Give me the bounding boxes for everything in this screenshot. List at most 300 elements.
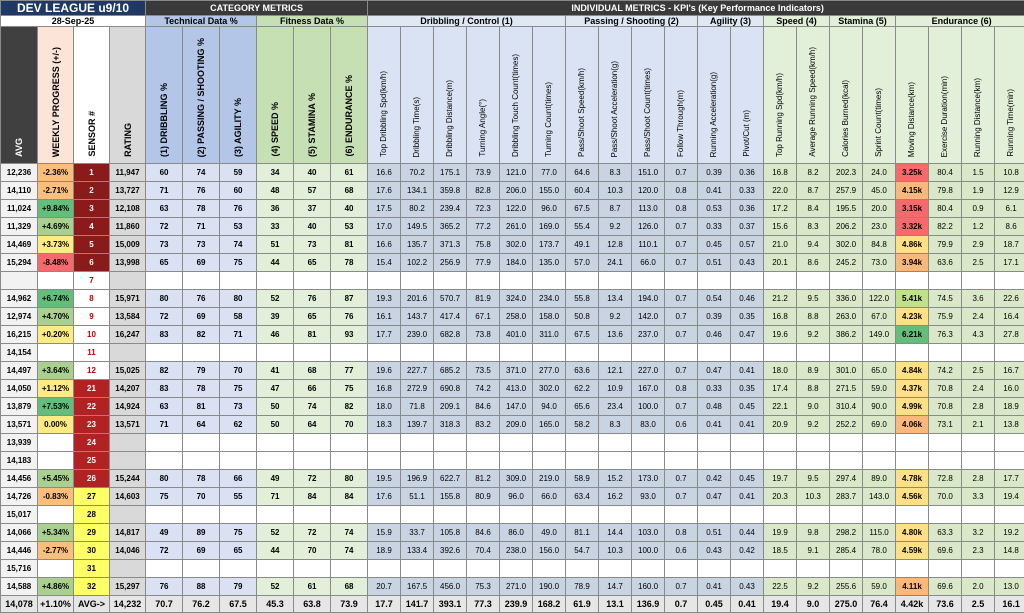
avg-cell[interactable]: 12,236 [1, 164, 38, 182]
sensor-badge[interactable]: 3 [74, 200, 110, 218]
avg-cell[interactable]: 14,066 [1, 524, 38, 542]
metric-cell[interactable]: 155.0 [533, 182, 566, 200]
metric-cell[interactable] [863, 506, 896, 524]
metric-cell[interactable]: 135.7 [401, 236, 434, 254]
metric-cell[interactable]: 2.4 [962, 380, 995, 398]
metric-cell[interactable] [533, 506, 566, 524]
metric-cell[interactable]: 8.6 [797, 254, 830, 272]
metric-cell[interactable]: 73 [183, 236, 220, 254]
metric-cell[interactable]: 3.32k [896, 218, 929, 236]
metric-cell[interactable] [665, 272, 698, 290]
metric-cell[interactable] [467, 452, 500, 470]
metric-cell[interactable]: 71.8 [401, 398, 434, 416]
metric-cell[interactable]: 0.57 [731, 236, 764, 254]
metric-cell[interactable]: 27.8 [995, 326, 1024, 344]
metric-cell[interactable] [830, 434, 863, 452]
avg-cell[interactable]: 14,588 [1, 578, 38, 596]
metric-cell[interactable]: 0.8 [665, 524, 698, 542]
metric-cell[interactable]: 16.7 [995, 362, 1024, 380]
metric-cell[interactable]: 73.1 [929, 416, 962, 434]
metric-cell[interactable]: 73 [294, 236, 331, 254]
metric-cell[interactable]: 73.5 [467, 362, 500, 380]
metric-cell[interactable]: 4.15k [896, 182, 929, 200]
metric-cell[interactable]: 310.4 [830, 398, 863, 416]
metric-cell[interactable]: 365.2 [434, 218, 467, 236]
metric-cell[interactable]: 9.2 [797, 578, 830, 596]
metric-cell[interactable] [929, 272, 962, 290]
metric-cell[interactable]: 51.1 [401, 488, 434, 506]
metric-cell[interactable] [368, 452, 401, 470]
metric-cell[interactable]: 18.0 [368, 398, 401, 416]
metric-cell[interactable] [929, 434, 962, 452]
metric-cell[interactable]: 6.1 [995, 200, 1024, 218]
metric-cell[interactable]: 80 [146, 290, 183, 308]
metric-cell[interactable]: 39 [257, 308, 294, 326]
metric-cell[interactable]: 71 [220, 326, 257, 344]
metric-cell[interactable] [995, 506, 1024, 524]
metric-cell[interactable]: 76 [331, 308, 368, 326]
metric-cell[interactable]: 9.1 [797, 542, 830, 560]
metric-cell[interactable] [995, 272, 1024, 290]
metric-cell[interactable]: 0.44 [731, 524, 764, 542]
metric-cell[interactable]: 65.0 [863, 362, 896, 380]
weekly-progress-cell[interactable] [38, 452, 74, 470]
weekly-progress-cell[interactable] [38, 344, 74, 362]
metric-cell[interactable]: 622.7 [434, 470, 467, 488]
sensor-badge[interactable]: 2 [74, 182, 110, 200]
avg-cell[interactable]: 13,571 [1, 416, 38, 434]
metric-cell[interactable]: 74.5 [929, 290, 962, 308]
metric-cell[interactable]: 17.5 [368, 200, 401, 218]
metric-cell[interactable]: 120.0 [632, 182, 665, 200]
metric-cell[interactable] [533, 434, 566, 452]
metric-cell[interactable]: 0.7 [665, 290, 698, 308]
metric-cell[interactable]: 15.2 [599, 470, 632, 488]
metric-cell[interactable]: 66 [220, 470, 257, 488]
metric-cell[interactable]: 201.6 [401, 290, 434, 308]
metric-cell[interactable]: 96.0 [500, 488, 533, 506]
metric-cell[interactable] [434, 452, 467, 470]
metric-cell[interactable]: 257.9 [830, 182, 863, 200]
metric-cell[interactable]: 0.7 [665, 164, 698, 182]
metric-cell[interactable] [220, 344, 257, 362]
metric-cell[interactable]: 64.6 [566, 164, 599, 182]
metric-cell[interactable]: 79 [220, 578, 257, 596]
metric-cell[interactable]: 14.4 [599, 524, 632, 542]
metric-cell[interactable]: 36 [257, 200, 294, 218]
metric-cell[interactable] [183, 506, 220, 524]
metric-cell[interactable]: 392.6 [434, 542, 467, 560]
metric-cell[interactable]: 0.7 [665, 362, 698, 380]
metric-cell[interactable]: 81 [294, 326, 331, 344]
metric-cell[interactable]: 8.8 [797, 380, 830, 398]
metric-cell[interactable]: 0.47 [698, 362, 731, 380]
metric-cell[interactable] [764, 272, 797, 290]
metric-cell[interactable]: 9.2 [599, 218, 632, 236]
metric-cell[interactable]: 15.4 [368, 254, 401, 272]
metric-cell[interactable] [599, 272, 632, 290]
metric-cell[interactable]: 4.23k [896, 308, 929, 326]
avg-cell[interactable]: 15,716 [1, 560, 38, 578]
metric-cell[interactable]: 82 [331, 398, 368, 416]
metric-cell[interactable]: 219.0 [533, 470, 566, 488]
weekly-progress-cell[interactable]: -2.71% [38, 182, 74, 200]
metric-cell[interactable]: 0.7 [665, 254, 698, 272]
metric-cell[interactable] [146, 344, 183, 362]
metric-cell[interactable]: 0.7 [665, 578, 698, 596]
metric-cell[interactable]: 0.47 [698, 488, 731, 506]
metric-cell[interactable]: 77.0 [533, 164, 566, 182]
metric-cell[interactable] [500, 452, 533, 470]
metric-cell[interactable]: 80 [220, 290, 257, 308]
metric-cell[interactable] [995, 452, 1024, 470]
metric-cell[interactable]: 81 [183, 398, 220, 416]
sensor-badge[interactable]: 25 [74, 452, 110, 470]
metric-cell[interactable]: 4.06k [896, 416, 929, 434]
sensor-badge[interactable]: 24 [74, 434, 110, 452]
metric-cell[interactable]: 0.7 [665, 236, 698, 254]
metric-cell[interactable] [632, 560, 665, 578]
weekly-progress-cell[interactable]: -0.83% [38, 488, 74, 506]
sensor-badge[interactable]: 7 [74, 272, 110, 290]
metric-cell[interactable]: 70.8 [929, 398, 962, 416]
metric-cell[interactable]: 93.0 [632, 488, 665, 506]
table-row[interactable] [1, 272, 1024, 290]
metric-cell[interactable]: 173.0 [632, 470, 665, 488]
metric-cell[interactable]: 63 [146, 398, 183, 416]
metric-cell[interactable]: 277.0 [533, 362, 566, 380]
weekly-progress-cell[interactable]: -2.36% [38, 164, 74, 182]
metric-cell[interactable]: 184.0 [500, 254, 533, 272]
weekly-progress-cell[interactable]: +6.74% [38, 290, 74, 308]
metric-cell[interactable]: 80 [146, 470, 183, 488]
metric-cell[interactable]: 8.6 [995, 218, 1024, 236]
metric-cell[interactable]: 79 [183, 362, 220, 380]
metric-cell[interactable] [257, 434, 294, 452]
metric-cell[interactable] [500, 560, 533, 578]
avg-cell[interactable] [1, 272, 38, 290]
sensor-badge[interactable]: 1 [74, 164, 110, 182]
metric-cell[interactable]: 17.6 [368, 488, 401, 506]
metric-cell[interactable]: 59.0 [863, 578, 896, 596]
metric-cell[interactable]: 0.8 [665, 380, 698, 398]
rating-cell[interactable]: 13,727 [110, 182, 146, 200]
metric-cell[interactable]: 135.0 [533, 254, 566, 272]
metric-cell[interactable] [257, 344, 294, 362]
metric-cell[interactable]: 87 [331, 290, 368, 308]
metric-cell[interactable]: 63.4 [566, 488, 599, 506]
sensor-badge[interactable]: 4 [74, 218, 110, 236]
metric-cell[interactable]: 65 [294, 308, 331, 326]
metric-cell[interactable] [896, 272, 929, 290]
metric-cell[interactable] [995, 344, 1024, 362]
metric-cell[interactable]: 78 [331, 254, 368, 272]
metric-cell[interactable] [368, 560, 401, 578]
metric-cell[interactable]: 84 [331, 488, 368, 506]
metric-cell[interactable] [929, 344, 962, 362]
metric-cell[interactable]: 23.4 [599, 398, 632, 416]
metric-cell[interactable]: 72 [146, 308, 183, 326]
metric-cell[interactable]: 190.0 [533, 578, 566, 596]
metric-cell[interactable] [257, 560, 294, 578]
metric-cell[interactable] [929, 506, 962, 524]
weekly-progress-cell[interactable]: +5.45% [38, 470, 74, 488]
metric-cell[interactable]: 67.5 [566, 326, 599, 344]
metric-cell[interactable]: 6.21k [896, 326, 929, 344]
metric-cell[interactable]: 2.8 [962, 398, 995, 416]
metric-cell[interactable]: 0.7 [665, 308, 698, 326]
metric-cell[interactable]: 9.5 [797, 290, 830, 308]
metric-cell[interactable]: 9.2 [797, 416, 830, 434]
metric-cell[interactable]: 12.1 [599, 362, 632, 380]
metric-cell[interactable] [764, 506, 797, 524]
metric-cell[interactable]: 16.6 [368, 164, 401, 182]
metric-cell[interactable] [294, 272, 331, 290]
metric-cell[interactable]: 570.7 [434, 290, 467, 308]
metric-cell[interactable]: 8.4 [797, 200, 830, 218]
table-row[interactable] [1, 236, 1024, 254]
metric-cell[interactable] [665, 506, 698, 524]
metric-cell[interactable] [830, 560, 863, 578]
metric-cell[interactable] [863, 344, 896, 362]
metric-cell[interactable]: 0.6 [665, 542, 698, 560]
metric-cell[interactable]: 78.0 [863, 542, 896, 560]
metric-cell[interactable]: 0.45 [731, 398, 764, 416]
weekly-progress-cell[interactable]: +1.12% [38, 380, 74, 398]
metric-cell[interactable]: 126.0 [632, 218, 665, 236]
metric-cell[interactable]: 256.9 [434, 254, 467, 272]
metric-cell[interactable]: 0.7 [665, 470, 698, 488]
metric-cell[interactable]: 49.0 [533, 524, 566, 542]
metric-cell[interactable]: 121.0 [500, 164, 533, 182]
avg-cell[interactable]: 12,974 [1, 308, 38, 326]
avg-cell[interactable]: 14,110 [1, 182, 38, 200]
avg-cell[interactable]: 14,183 [1, 452, 38, 470]
table-row[interactable] [1, 524, 1024, 542]
metric-cell[interactable]: 16.0 [995, 380, 1024, 398]
metric-cell[interactable]: 17.4 [764, 380, 797, 398]
metric-cell[interactable]: 74 [294, 398, 331, 416]
metric-cell[interactable]: 65 [294, 254, 331, 272]
metric-cell[interactable]: 0.39 [698, 308, 731, 326]
metric-cell[interactable]: 417.4 [434, 308, 467, 326]
sensor-badge[interactable]: 22 [74, 398, 110, 416]
metric-cell[interactable] [665, 560, 698, 578]
metric-cell[interactable]: 0.53 [698, 200, 731, 218]
metric-cell[interactable]: 4.3 [962, 326, 995, 344]
metric-cell[interactable]: 13.0 [995, 578, 1024, 596]
metric-cell[interactable]: 19.5 [368, 470, 401, 488]
metric-cell[interactable]: 81.2 [467, 470, 500, 488]
metric-cell[interactable]: 75.8 [467, 236, 500, 254]
metric-cell[interactable]: 0.46 [731, 290, 764, 308]
table-row[interactable] [1, 470, 1024, 488]
metric-cell[interactable]: 76 [183, 182, 220, 200]
metric-cell[interactable]: 49 [257, 470, 294, 488]
metric-cell[interactable]: 48 [257, 182, 294, 200]
metric-cell[interactable]: 271.5 [830, 380, 863, 398]
metric-cell[interactable]: 74 [331, 524, 368, 542]
metric-cell[interactable] [797, 272, 830, 290]
metric-cell[interactable] [401, 452, 434, 470]
metric-cell[interactable]: 72 [146, 218, 183, 236]
metric-cell[interactable]: 105.8 [434, 524, 467, 542]
metric-cell[interactable] [764, 452, 797, 470]
metric-cell[interactable]: 65 [220, 542, 257, 560]
metric-cell[interactable]: 0.35 [731, 380, 764, 398]
metric-cell[interactable]: 89.0 [863, 470, 896, 488]
metric-cell[interactable]: 22.0 [764, 182, 797, 200]
metric-cell[interactable] [764, 560, 797, 578]
metric-cell[interactable]: 195.5 [830, 200, 863, 218]
metric-cell[interactable]: 73.0 [863, 254, 896, 272]
metric-cell[interactable] [830, 452, 863, 470]
metric-cell[interactable]: 13.4 [599, 290, 632, 308]
metric-cell[interactable]: 82.8 [467, 182, 500, 200]
metric-cell[interactable]: 15.9 [368, 524, 401, 542]
metric-cell[interactable]: 63.6 [566, 362, 599, 380]
metric-cell[interactable]: 283.7 [830, 488, 863, 506]
metric-cell[interactable]: 69 [183, 254, 220, 272]
metric-cell[interactable]: 9.2 [599, 308, 632, 326]
metric-cell[interactable]: 52 [257, 290, 294, 308]
metric-cell[interactable] [220, 452, 257, 470]
metric-cell[interactable]: 324.0 [500, 290, 533, 308]
weekly-progress-cell[interactable]: +9.84% [38, 200, 74, 218]
metric-cell[interactable]: 2.1 [962, 416, 995, 434]
metric-cell[interactable] [467, 506, 500, 524]
metric-cell[interactable]: 167.5 [401, 578, 434, 596]
metric-cell[interactable]: 0.9 [962, 200, 995, 218]
table-row[interactable] [1, 398, 1024, 416]
metric-cell[interactable]: 227.0 [632, 362, 665, 380]
metric-cell[interactable]: 22.5 [764, 578, 797, 596]
metric-cell[interactable]: 24.0 [863, 164, 896, 182]
metric-cell[interactable]: 206.2 [830, 218, 863, 236]
metric-cell[interactable]: 285.4 [830, 542, 863, 560]
metric-cell[interactable]: 9.0 [797, 398, 830, 416]
metric-cell[interactable]: 9.4 [797, 236, 830, 254]
metric-cell[interactable]: 209.1 [434, 398, 467, 416]
metric-cell[interactable]: 0.41 [698, 578, 731, 596]
sensor-badge[interactable]: 28 [74, 506, 110, 524]
metric-cell[interactable]: 149.5 [401, 218, 434, 236]
metric-cell[interactable]: 16.2 [599, 488, 632, 506]
metric-cell[interactable]: 685.2 [434, 362, 467, 380]
rating-cell[interactable]: 11,860 [110, 218, 146, 236]
metric-cell[interactable]: 63.6 [929, 254, 962, 272]
metric-cell[interactable]: 0.37 [731, 218, 764, 236]
metric-cell[interactable]: 155.8 [434, 488, 467, 506]
metric-cell[interactable]: 80.4 [929, 164, 962, 182]
metric-cell[interactable]: 75.9 [929, 308, 962, 326]
metric-cell[interactable]: 113.0 [632, 200, 665, 218]
metric-cell[interactable]: 0.46 [698, 326, 731, 344]
metric-cell[interactable]: 65 [146, 254, 183, 272]
metric-cell[interactable]: 59.0 [863, 380, 896, 398]
metric-cell[interactable] [566, 434, 599, 452]
metric-cell[interactable]: 70.4 [467, 542, 500, 560]
metric-cell[interactable]: 8.3 [599, 164, 632, 182]
metric-cell[interactable]: 80.4 [929, 200, 962, 218]
metric-cell[interactable]: 10.8 [995, 164, 1024, 182]
metric-cell[interactable]: 74 [331, 542, 368, 560]
metric-cell[interactable]: 401.0 [500, 326, 533, 344]
metric-cell[interactable]: 0.33 [698, 380, 731, 398]
metric-cell[interactable]: 74.2 [467, 380, 500, 398]
metric-cell[interactable]: 73 [220, 398, 257, 416]
metric-cell[interactable]: 70 [294, 542, 331, 560]
metric-cell[interactable]: 53 [220, 218, 257, 236]
metric-cell[interactable]: 23.0 [863, 218, 896, 236]
metric-cell[interactable]: 0.43 [731, 254, 764, 272]
rating-cell[interactable]: 13,584 [110, 308, 146, 326]
metric-cell[interactable]: 238.0 [500, 542, 533, 560]
metric-cell[interactable]: 272.9 [401, 380, 434, 398]
metric-cell[interactable]: 19.7 [764, 470, 797, 488]
metric-cell[interactable]: 318.3 [434, 416, 467, 434]
metric-cell[interactable]: 3.2 [962, 524, 995, 542]
metric-cell[interactable]: 83.0 [632, 416, 665, 434]
metric-cell[interactable] [599, 560, 632, 578]
metric-cell[interactable] [962, 452, 995, 470]
metric-cell[interactable]: 3.6 [962, 290, 995, 308]
metric-cell[interactable]: 58.9 [566, 470, 599, 488]
metric-cell[interactable] [995, 434, 1024, 452]
sensor-badge[interactable]: 27 [74, 488, 110, 506]
metric-cell[interactable]: 10.9 [599, 380, 632, 398]
metric-cell[interactable]: 0.54 [698, 290, 731, 308]
metric-cell[interactable]: 66.0 [533, 488, 566, 506]
metric-cell[interactable]: 1.5 [962, 164, 995, 182]
metric-cell[interactable] [434, 272, 467, 290]
metric-cell[interactable] [830, 506, 863, 524]
metric-cell[interactable]: 76 [294, 290, 331, 308]
metric-cell[interactable]: 58.2 [566, 416, 599, 434]
metric-cell[interactable] [331, 434, 368, 452]
metric-cell[interactable]: 69.6 [929, 578, 962, 596]
metric-cell[interactable] [220, 272, 257, 290]
metric-cell[interactable]: 0.45 [698, 236, 731, 254]
metric-cell[interactable]: 298.2 [830, 524, 863, 542]
metric-cell[interactable]: 16.8 [368, 380, 401, 398]
rating-cell[interactable]: 14,924 [110, 398, 146, 416]
metric-cell[interactable]: 18.3 [368, 416, 401, 434]
metric-cell[interactable] [632, 434, 665, 452]
metric-cell[interactable]: 33 [257, 218, 294, 236]
metric-cell[interactable]: 0.51 [698, 524, 731, 542]
metric-cell[interactable]: 50 [257, 398, 294, 416]
metric-cell[interactable]: 55.4 [566, 218, 599, 236]
metric-cell[interactable]: 19.4 [995, 488, 1024, 506]
metric-cell[interactable]: 96.0 [533, 200, 566, 218]
metric-cell[interactable]: 24.1 [599, 254, 632, 272]
rating-cell[interactable] [110, 506, 146, 524]
metric-cell[interactable]: 79.9 [929, 236, 962, 254]
metric-cell[interactable]: 19.6 [764, 326, 797, 344]
metric-cell[interactable]: 71 [183, 218, 220, 236]
metric-cell[interactable]: 17.0 [368, 218, 401, 236]
metric-cell[interactable]: 66 [294, 380, 331, 398]
metric-cell[interactable]: 72 [294, 524, 331, 542]
metric-cell[interactable] [500, 434, 533, 452]
metric-cell[interactable] [863, 452, 896, 470]
metric-cell[interactable] [220, 560, 257, 578]
metric-cell[interactable] [698, 560, 731, 578]
metric-cell[interactable]: 0.41 [698, 182, 731, 200]
metric-cell[interactable]: 0.43 [698, 542, 731, 560]
metric-cell[interactable]: 34 [257, 164, 294, 182]
